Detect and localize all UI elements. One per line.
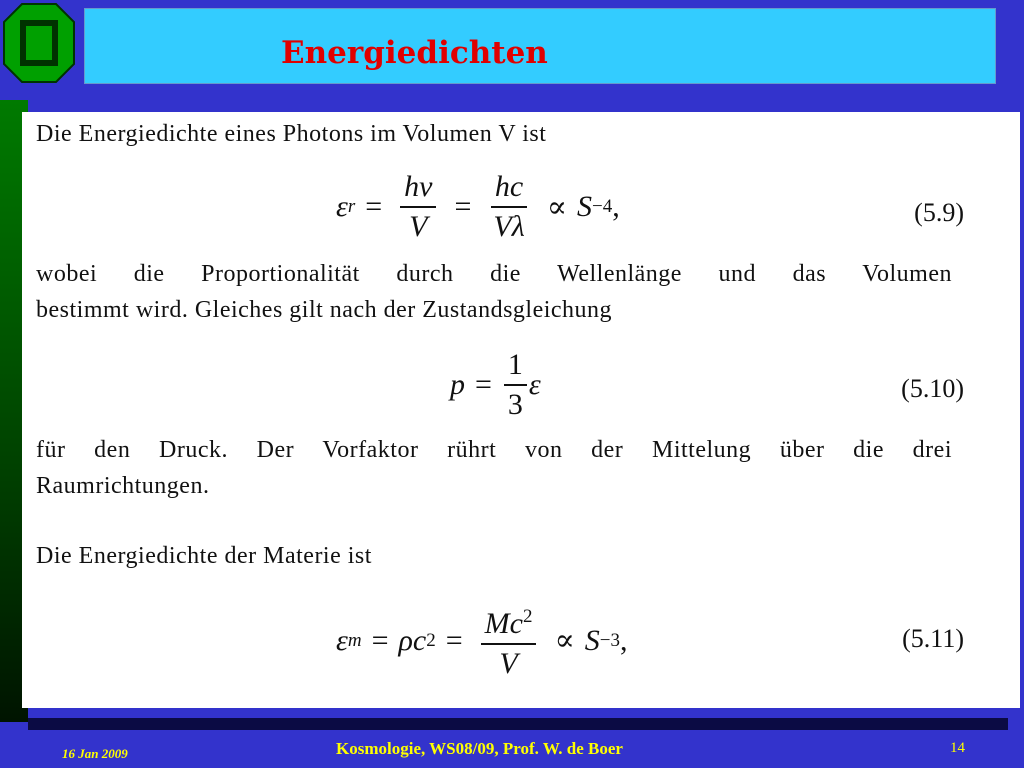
eq1-lhs: ε <box>336 190 348 223</box>
equation-number-5-10: (5.10) <box>901 374 964 403</box>
eq1-fraction-2 <box>489 170 528 244</box>
paragraph-proportionality-line1: wobei die Proportionalität durch die Wellenlänge und das Volumen <box>36 261 952 287</box>
eq3-rhs-sup: −3 <box>599 629 620 651</box>
eq3-equals-1: = <box>371 623 389 657</box>
content-panel <box>22 112 1020 708</box>
equation-number-5-11: (5.11) <box>902 624 964 653</box>
eq2-fraction <box>504 348 527 422</box>
eq3-tail: , <box>619 623 628 657</box>
eq3-equals-2: = <box>445 623 463 657</box>
slide-title: Energiedichten <box>281 35 548 71</box>
title-bar <box>84 8 996 84</box>
page-number: 14 <box>950 740 965 756</box>
paragraph-pressure-line1: für den Druck. Der Vorfaktor rührt von der Mittelung über die drei <box>36 437 952 463</box>
eq1-frac2-numerator: hc <box>491 170 527 208</box>
footer-course-info: Kosmologie, WS08/09, Prof. W. de Boer <box>336 739 623 758</box>
eq3-proportional: ∝ <box>554 624 575 657</box>
eq1-equals-2: = <box>454 190 472 223</box>
paragraph-proportionality-line2: bestimmt wird. Gleiches gilt nach der Zustandsgleichung <box>36 297 613 323</box>
equation-5-10 <box>450 348 541 422</box>
eq1-proportional: ∝ <box>546 190 568 224</box>
eq1-equals-1: = <box>365 190 383 223</box>
university-logo <box>2 2 76 84</box>
eq1-lhs-sub: r <box>347 196 356 217</box>
eq3-numerator-sup: 2 <box>522 606 533 627</box>
eq2-rhs: ε <box>528 368 541 401</box>
eq2-numerator: 1 <box>504 348 527 386</box>
eq1-tail: , <box>612 190 620 223</box>
eq3-fraction <box>481 600 537 681</box>
equation-number-5-9: (5.9) <box>914 198 964 227</box>
eq3-numerator <box>481 600 537 645</box>
paragraph-pressure-line2: Raumrichtungen. <box>36 473 210 499</box>
eq3-rhs: S <box>584 623 600 657</box>
eq1-frac1-denominator: V <box>409 210 428 243</box>
eq2-denominator: 3 <box>507 388 523 421</box>
equation-5-9 <box>336 170 620 244</box>
paragraph-photon-intro: Die Energiedichte eines Photons im Volumen V ist <box>36 121 547 147</box>
eq3-mid: ρc <box>398 623 427 657</box>
eq3-numerator-text: Mc <box>484 607 523 640</box>
eq3-lhs-sub: m <box>347 629 362 651</box>
paragraph-matter-intro: Die Energiedichte der Materie ist <box>36 543 372 569</box>
eq1-frac2-denominator: Vλ <box>493 210 525 243</box>
eq1-rhs: S <box>577 190 593 223</box>
eq1-rhs-sup: −4 <box>592 196 613 217</box>
eq2-equals: = <box>475 368 492 401</box>
eq3-denominator: V <box>499 647 518 680</box>
eq2-lhs: p <box>450 368 465 401</box>
panel-shadow <box>28 718 1008 730</box>
eq1-fraction-1 <box>400 170 436 244</box>
footer-date: 16 Jan 2009 <box>62 746 128 761</box>
eq1-frac1-numerator: hν <box>400 170 436 208</box>
eq3-mid-sup: 2 <box>426 629 436 651</box>
eq3-lhs: ε <box>336 623 348 657</box>
equation-5-11 <box>336 600 627 681</box>
